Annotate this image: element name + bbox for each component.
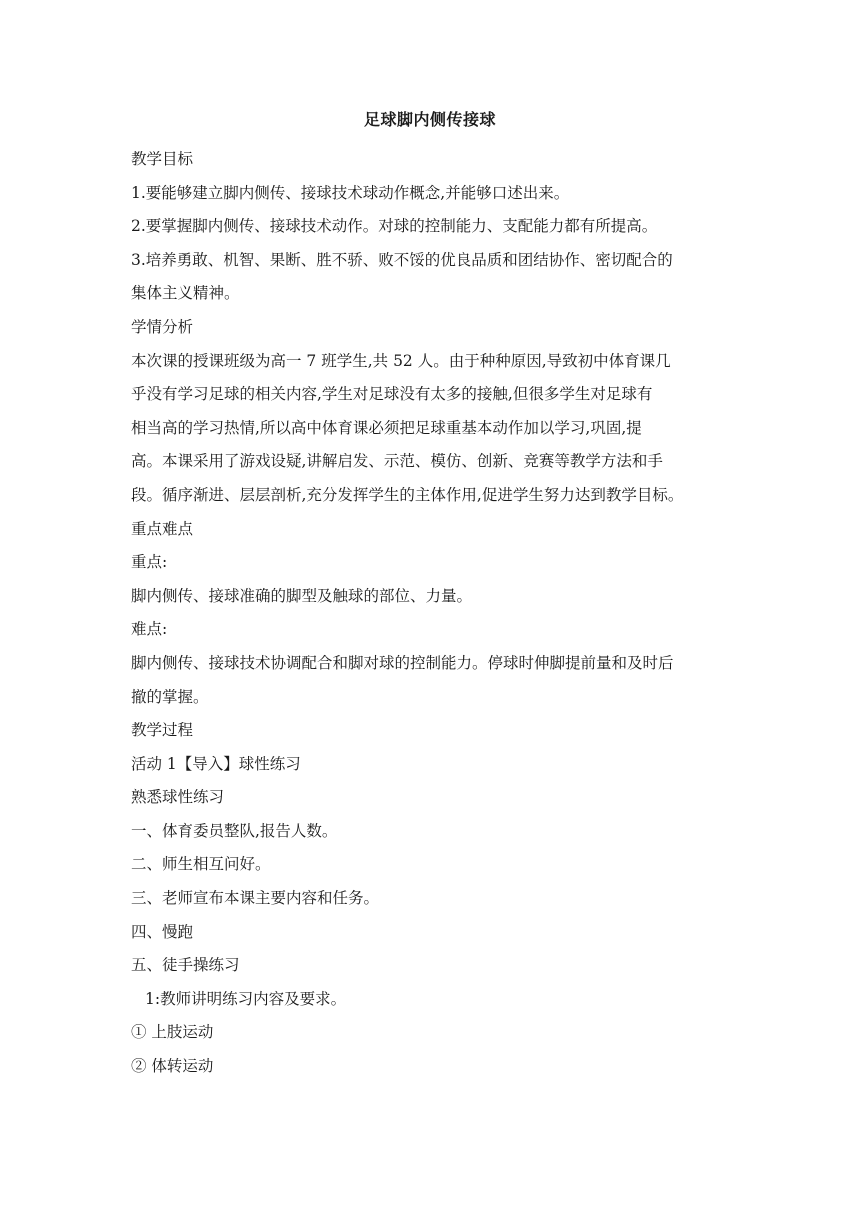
key-point-label: 重点: bbox=[131, 553, 168, 572]
student-analysis-line: 本次课的授课班级为高一 7 班学生,共 52 人。由于种种原因,导致初中体育课几 bbox=[131, 351, 671, 370]
process-step-3: 三、老师宣布本课主要内容和任务。 bbox=[131, 889, 380, 908]
student-analysis-line: 相当高的学习热情,所以高中体育课必须把足球重基本动作加以学习,巩固,提 bbox=[131, 418, 642, 437]
student-analysis-line: 高。本课采用了游戏设疑,讲解启发、示范、模仿、创新、竞赛等教学方法和手 bbox=[131, 452, 663, 471]
objective-1-line: 1.要能够建立脚内侧传、接球技术球动作概念,并能够口述出来。 bbox=[131, 183, 570, 202]
exercise-item-1: ① 上肢运动 bbox=[131, 1023, 214, 1042]
document-body bbox=[131, 143, 731, 1084]
process-step-5: 五、徒手操练习 bbox=[131, 956, 240, 975]
key-point-text: 脚内侧传、接球准确的脚型及触球的部位、力量。 bbox=[131, 586, 473, 605]
objective-3-line: 3.培养勇敢、机智、果断、胜不骄、败不馁的优良品质和团结协作、密切配合的 bbox=[131, 250, 673, 269]
section-heading-key-difficult-points: 重点难点 bbox=[131, 519, 194, 538]
difficult-point-text: 脚内侧传、接球技术协调配合和脚对球的控制能力。停球时伸脚提前量和及时后 bbox=[131, 653, 674, 672]
process-step-4: 四、慢跑 bbox=[131, 922, 194, 941]
activity-1-heading: 活动 1【导入】球性练习 bbox=[131, 754, 301, 773]
process-step-2: 二、师生相互问好。 bbox=[131, 855, 271, 874]
exercise-instruction: 1:教师讲明练习内容及要求。 bbox=[145, 989, 347, 1008]
document-title: 足球脚内侧传接球 bbox=[363, 110, 496, 129]
objective-3-line-continued: 集体主义精神。 bbox=[131, 284, 240, 303]
difficult-point-label: 难点: bbox=[131, 620, 168, 639]
section-heading-teaching-process: 教学过程 bbox=[131, 721, 194, 740]
section-heading-student-analysis: 学情分析 bbox=[131, 317, 194, 336]
exercise-item-2: ② 体转运动 bbox=[131, 1057, 214, 1076]
student-analysis-line: 乎没有学习足球的相关内容,学生对足球没有太多的接触,但很多学生对足球有 bbox=[131, 385, 653, 404]
difficult-point-text-continued: 撤的掌握。 bbox=[131, 687, 209, 706]
objective-2-line: 2.要掌握脚内侧传、接球技术动作。对球的控制能力、支配能力都有所提高。 bbox=[131, 217, 658, 236]
student-analysis-line: 段。循序渐进、层层剖析,充分发挥学生的主体作用,促进学生努力达到教学目标。 bbox=[131, 485, 684, 504]
process-step-1: 一、体育委员整队,报告人数。 bbox=[131, 821, 338, 840]
section-heading-teaching-objectives: 教学目标 bbox=[131, 150, 194, 168]
activity-1-subheading: 熟悉球性练习 bbox=[131, 788, 225, 807]
